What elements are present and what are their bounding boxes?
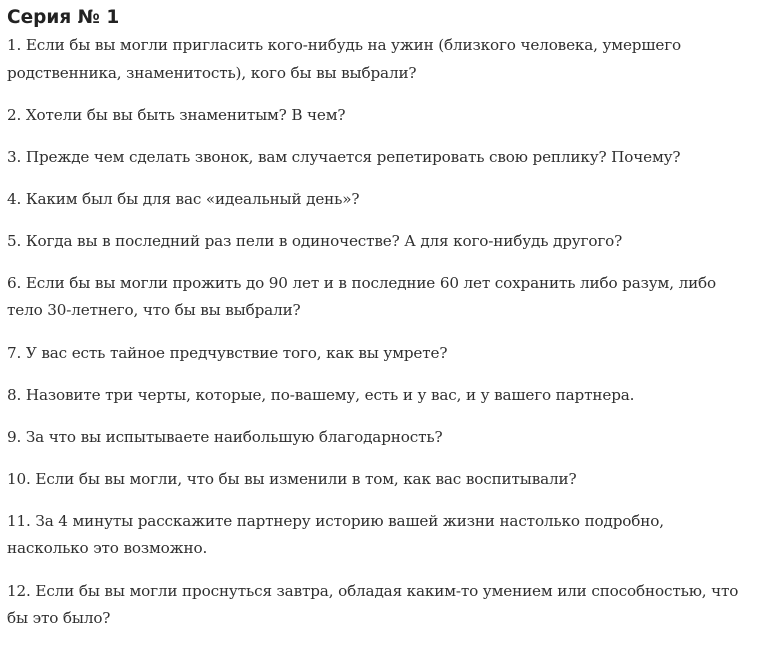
question-list	[7, 32, 749, 633]
question-item-11: 11. За 4 минуты расскажите партнеру историю вашей жизни настолько подробно, насколько это возможно.	[7, 511, 664, 558]
question-item-2: 2. Хотели бы вы быть знаменитым? В чем?	[7, 105, 346, 124]
question-item-12: 12. Если бы вы могли проснуться завтра, обладая каким-то умением или способностью, что бы это было?	[7, 581, 739, 628]
question-item-9: 9. За что вы испытываете наибольшую благодарность?	[7, 427, 443, 446]
series-heading: Серия № 1	[7, 7, 120, 28]
question-item-6: 6. Если бы вы могли прожить до 90 лет и в последние 60 лет сохранить либо разум, либо тело 30-летнего, что бы вы выбрали?	[7, 273, 717, 320]
question-item-1: 1. Если бы вы могли пригласить кого-нибудь на ужин (близкого человека, умершего родственника, знаменитость), кого бы вы выбрали?	[7, 36, 681, 82]
question-item-7: 7. У вас есть тайное предчувствие того, как вы умрете?	[7, 343, 448, 362]
question-item-5: 5. Когда вы в последний раз пели в одиночестве? А для кого-нибудь другого?	[7, 231, 623, 250]
question-item-3: 3. Прежде чем сделать звонок, вам случается репетировать свою реплику? Почему?	[7, 147, 681, 166]
question-item-10: 10. Если бы вы могли, что бы вы изменили в том, как вас воспитывали?	[7, 469, 577, 488]
question-item-4: 4. Каким был бы для вас «идеальный день»?	[7, 189, 360, 208]
question-item-8: 8. Назовите три черты, которые, по-вашему, есть и у вас, и у вашего партнера.	[7, 385, 635, 404]
